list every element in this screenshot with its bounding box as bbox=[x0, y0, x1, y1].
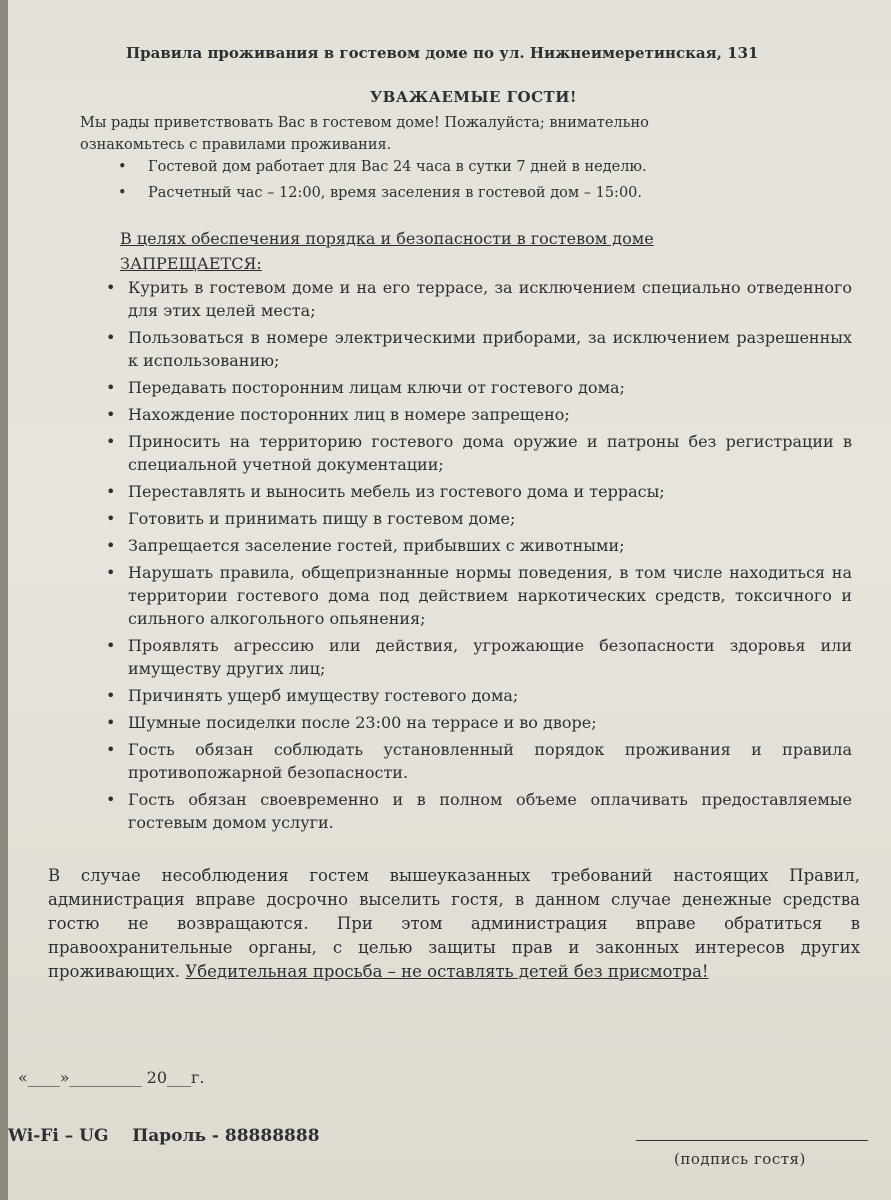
wifi-credentials: Wi-Fi – UG Пароль - 88888888 bbox=[8, 1126, 320, 1146]
list-item: • Приносить на территорию гостевого дома оружие и патроны без регистрации в специальной учетной документации; bbox=[106, 430, 852, 476]
list-item: • Причинять ущерб имуществу гостевого дома; bbox=[106, 684, 852, 707]
date-field: «____»_________ 20___г. bbox=[18, 1068, 205, 1087]
section-heading-line-1: В целях обеспечения порядка и безопасности в гостевом доме bbox=[120, 229, 654, 248]
signature-line bbox=[636, 1140, 868, 1141]
list-item: • Курить в гостевом доме и на его террасе, за исключением специально отведенного для этих целей места; bbox=[106, 276, 852, 322]
list-item: • Готовить и принимать пищу в гостевом доме; bbox=[106, 507, 852, 530]
document-title: Правила проживания в гостевом доме по ул. Нижнеимеретинская, 131 bbox=[126, 44, 759, 62]
prohibitions-list bbox=[106, 276, 852, 838]
list-item: • Нарушать правила, общепризнанные нормы поведения, в том числе находиться на территории гостевого дома под действием наркотических средств, токсичного и сильного алкогольного опьянения; bbox=[106, 561, 852, 630]
children-request: Убедительная просьба – не оставлять детей без присмотра! bbox=[185, 962, 709, 981]
schedule-item: • Расчетный час – 12:00, время заселения в гостевой дом – 15:00. bbox=[118, 185, 642, 201]
signature-caption: (подпись гостя) bbox=[674, 1150, 806, 1168]
schedule-item: • Гостевой дом работает для Вас 24 часа в сутки 7 дней в неделю. bbox=[118, 159, 647, 175]
list-item: • Гость обязан соблюдать установленный порядок проживания и правила противопожарной безопасности. bbox=[106, 738, 852, 784]
list-item: • Передавать посторонним лицам ключи от гостевого дома; bbox=[106, 376, 852, 399]
list-item: • Переставлять и выносить мебель из гостевого дома и террасы; bbox=[106, 480, 852, 503]
list-item: • Гость обязан своевременно и в полном объеме оплачивать предоставляемые гостевым домом услуги. bbox=[106, 788, 852, 834]
intro-line-2: ознакомьтесь с правилами проживания. bbox=[80, 137, 392, 153]
conclusion-paragraph bbox=[48, 864, 860, 984]
greeting-heading: УВАЖАЕМЫЕ ГОСТИ! bbox=[370, 88, 577, 106]
intro-paragraph bbox=[80, 112, 649, 156]
section-heading-line-2: ЗАПРЕЩАЕТСЯ: bbox=[120, 254, 262, 273]
intro-line-1: Мы рады приветствовать Вас в гостевом доме! Пожалуйста; внимательно bbox=[80, 115, 649, 131]
list-item: • Проявлять агрессию или действия, угрожающие безопасности здоровья или имуществу других лиц; bbox=[106, 634, 852, 680]
list-item: • Пользоваться в номере электрическими приборами, за исключением разрешенных к использованию; bbox=[106, 326, 852, 372]
rules-document bbox=[8, 0, 891, 1200]
conclusion-text: В случае несоблюдения гостем вышеуказанных требований настоящих Правил, администрация вправе досрочно выселить гостя, в данном случае денежные средства гостю не возвращаются. При этом администрация вправе обратиться в правоохранительные органы, с целью защиты прав и законных интересов других проживающих. bbox=[48, 866, 860, 981]
list-item: • Шумные посиделки после 23:00 на террасе и во дворе; bbox=[106, 711, 852, 734]
section-heading bbox=[120, 226, 654, 276]
schedule-list bbox=[118, 154, 647, 206]
list-item: • Запрещается заселение гостей, прибывших с животными; bbox=[106, 534, 852, 557]
list-item: • Нахождение посторонних лиц в номере запрещено; bbox=[106, 403, 852, 426]
